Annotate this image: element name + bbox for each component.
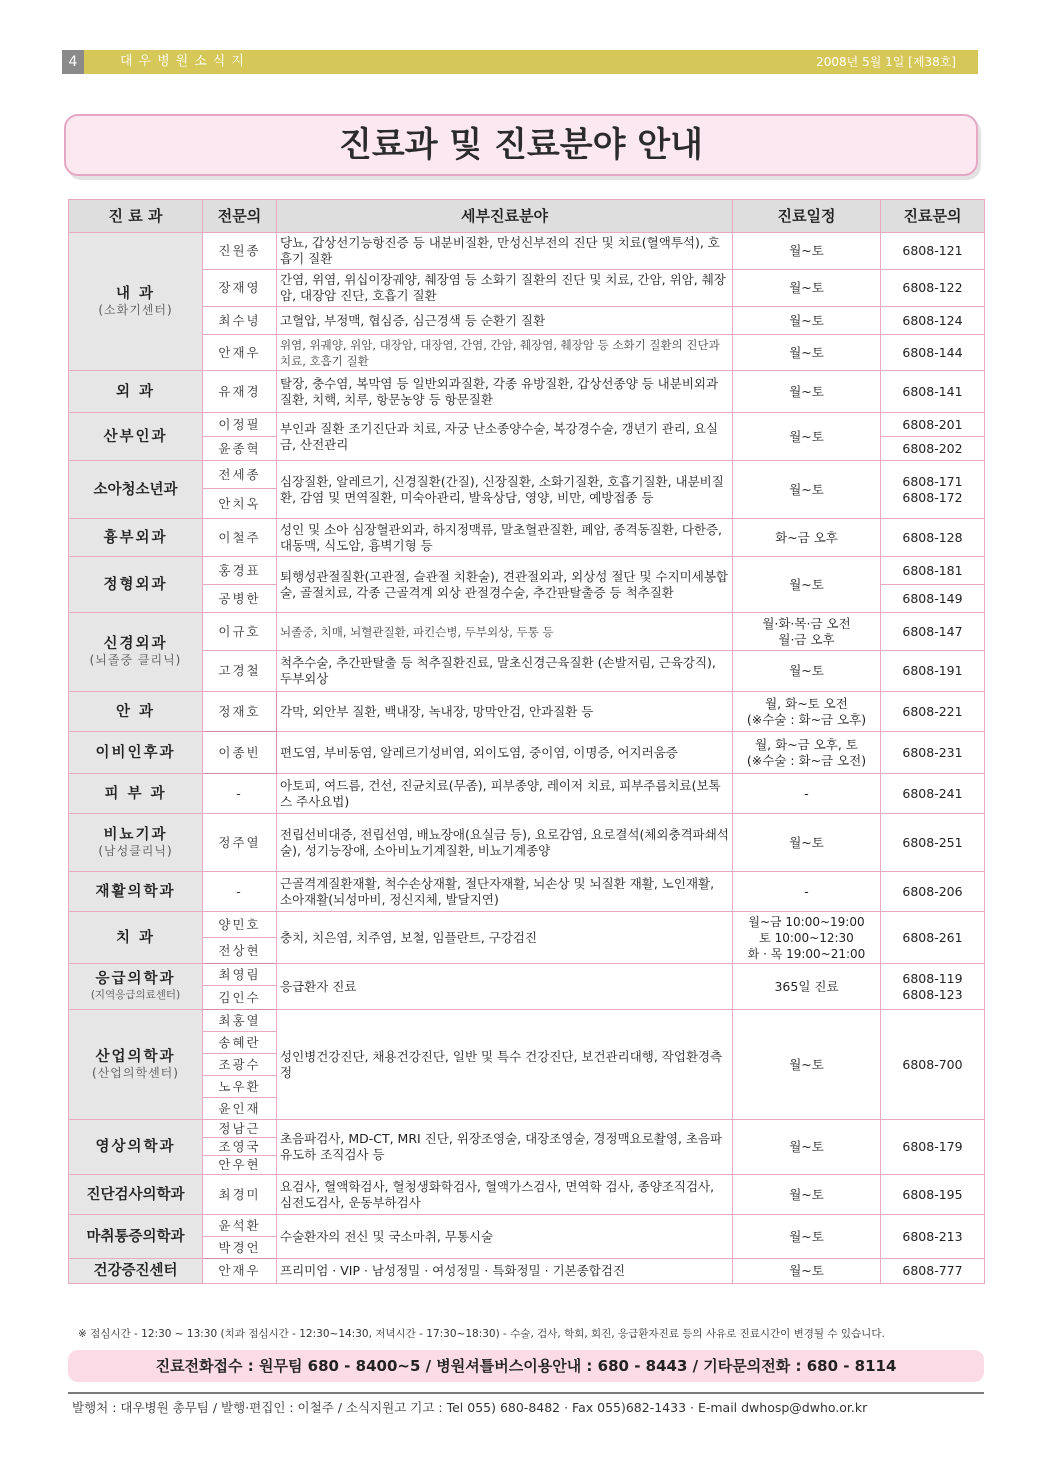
table-header — [69, 200, 985, 233]
schedule-cell: 월~토 — [733, 1215, 881, 1259]
table-row — [69, 1175, 985, 1215]
phone-cell: 6808-121 — [881, 233, 985, 270]
doctor-cell: 안재우 — [203, 335, 277, 371]
dept-cell: 산부인과 — [69, 413, 203, 461]
dept-cell: 응급의학과 (지역응급의료센터) — [69, 964, 203, 1010]
doctor-cell: 박경언 — [203, 1237, 277, 1259]
table-row — [69, 692, 985, 732]
doctor-cell: 노우환 — [203, 1076, 277, 1098]
table-row — [69, 519, 985, 557]
doctor-cell: 이철주 — [203, 519, 277, 557]
schedule-cell: 월~토 — [733, 557, 881, 613]
publication-name: 대우병원소식지 — [120, 54, 250, 69]
phone-cell: 6808-141 — [881, 371, 985, 413]
table-row — [69, 335, 985, 371]
table-row — [69, 557, 985, 585]
phone-cell: 6808-251 — [881, 814, 985, 872]
schedule-cell: 월~토 — [733, 371, 881, 413]
schedule-cell: 월~토 — [733, 1175, 881, 1215]
table-row — [69, 732, 985, 774]
doctor-cell: - — [203, 872, 277, 912]
doctor-cell: 윤인재 — [203, 1098, 277, 1120]
dept-cell: 치 과 — [69, 912, 203, 964]
doctor-cell: - — [203, 774, 277, 814]
schedule-cell: 월, 화~토 오전 (※수술 : 화~금 오후) — [733, 692, 881, 732]
doctor-cell: 안우현 — [203, 1156, 277, 1175]
specialty-cell: 심장질환, 알레르기, 신경질환(간질), 신장질환, 소화기질환, 호흡기질환, 내분비질환, 감염 및 면역질환, 미숙아관리, 발육상담, 영양, 비만, 예방접종 등 — [277, 461, 733, 519]
phone-cell: 6808-171 6808-172 — [881, 461, 985, 519]
phone-cell: 6808-181 — [881, 557, 985, 585]
specialty-cell: 충치, 치은염, 치주염, 보철, 임플란트, 구강검진 — [277, 912, 733, 964]
title-box — [64, 114, 978, 176]
table-row — [69, 1010, 985, 1032]
specialty-cell: 편도염, 부비동염, 알레르기성비염, 외이도염, 중이염, 이명증, 어지러움증 — [277, 732, 733, 774]
table-row — [69, 461, 985, 489]
schedule-cell: 월~토 — [733, 307, 881, 335]
dept-cell: 흉부외과 — [69, 519, 203, 557]
phone-cell: 6808-122 — [881, 270, 985, 307]
phone-cell: 6808-119 6808-123 — [881, 964, 985, 1010]
doctor-cell: 유재경 — [203, 371, 277, 413]
dept-cell: 진단검사의학과 — [69, 1175, 203, 1215]
doctor-cell: 장재영 — [203, 270, 277, 307]
doctor-cell: 최홍열 — [203, 1010, 277, 1032]
specialty-cell: 고혈압, 부정맥, 협심증, 심근경색 등 순환기 질환 — [277, 307, 733, 335]
dept-cell: 외 과 — [69, 371, 203, 413]
specialty-cell: 부인과 질환 조기진단과 치료, 자궁 난소종양수술, 복강경수술, 갱년기 관리, 요실금, 산전관리 — [277, 413, 733, 461]
schedule-cell: 월~토 — [733, 651, 881, 692]
table-row — [69, 651, 985, 692]
publisher-footer: 발행처 : 대우병원 총무팀 / 발행·편집인 : 이철주 / 소식지원고 기고 : Tel 055) 680-8482 · Fax 055)682-1433 · E-mail dwhosp@dwho.or.kr — [72, 1400, 868, 1415]
schedule-cell: 월~토 — [733, 1120, 881, 1175]
doctor-cell: 최경미 — [203, 1175, 277, 1215]
dept-cell: 신경외과 (뇌졸중 클리닉) — [69, 613, 203, 692]
doctor-cell: 최영림 — [203, 964, 277, 986]
table-row — [69, 613, 985, 651]
phone-cell: 6808-191 — [881, 651, 985, 692]
doctor-cell: 홍경표 — [203, 557, 277, 585]
specialty-cell: 탈장, 충수염, 복막염 등 일반외과질환, 각종 유방질환, 갑상선종양 등 내분비외과질환, 치핵, 치루, 항문농양 등 항문질환 — [277, 371, 733, 413]
specialty-cell: 당뇨, 갑상선기능항진증 등 내분비질환, 만성신부전의 진단 및 치료(혈액투석), 호흡기 질환 — [277, 233, 733, 270]
doctor-cell: 조영국 — [203, 1138, 277, 1156]
table-row — [69, 371, 985, 413]
col-header: 진 료 과 — [69, 200, 203, 233]
doctor-cell: 조광수 — [203, 1054, 277, 1076]
specialty-cell: 아토피, 여드름, 건선, 진균치료(무좀), 피부종양, 레이저 치료, 피부주름치료(보톡스 주사요법) — [277, 774, 733, 814]
schedule-cell: 월~토 — [733, 461, 881, 519]
specialty-cell: 근골격계질환재활, 척수손상재활, 절단자재활, 뇌손상 및 뇌질환 재활, 노인재활, 소아재활(뇌성마비, 정신지체, 발달지연) — [277, 872, 733, 912]
table-row — [69, 814, 985, 872]
dept-cell: 내 과 (소화기센터) — [69, 233, 203, 371]
doctor-cell: 진원종 — [203, 233, 277, 270]
phone-cell: 6808-201 — [881, 413, 985, 437]
phone-cell: 6808-124 — [881, 307, 985, 335]
col-header: 세부진료분야 — [277, 200, 733, 233]
schedule-cell: 월~금 10:00~19:00 토 10:00~12:30 화 · 목 19:00~21:00 — [733, 912, 881, 964]
specialty-cell: 성인병건강진단, 채용건강진단, 일반 및 특수 건강진단, 보건관리대행, 작업환경측정 — [277, 1010, 733, 1120]
doctor-cell: 송혜란 — [203, 1032, 277, 1054]
table-row — [69, 413, 985, 437]
doctor-cell: 안치옥 — [203, 489, 277, 519]
dept-cell: 정형외과 — [69, 557, 203, 613]
table-row — [69, 774, 985, 814]
dept-cell: 이비인후과 — [69, 732, 203, 774]
header-bar — [62, 50, 978, 74]
schedule-cell: 월~토 — [733, 270, 881, 307]
contact-bar: 진료전화접수 : 원무팀 680 - 8400~5 / 병원셔틀버스이용안내 : 680 - 8443 / 기타문의전화 : 680 - 8114 — [68, 1350, 984, 1382]
phone-cell: 6808-206 — [881, 872, 985, 912]
lunch-time-note: ※ 점심시간 - 12:30 ~ 13:30 (치과 점심시간 - 12:30~14:30, 저녁시간 - 17:30~18:30) - 수술, 검사, 학회, 회진, 응급환자진료 등의 사유로 진료시간이 변경될 수 있습니다. — [78, 1328, 885, 1340]
table-row — [69, 872, 985, 912]
table-row — [69, 233, 985, 270]
phone-cell: 6808-213 — [881, 1215, 985, 1259]
col-header: 진료문의 — [881, 200, 985, 233]
phone-cell: 6808-149 — [881, 585, 985, 613]
col-header: 진료일정 — [733, 200, 881, 233]
phone-cell: 6808-700 — [881, 1010, 985, 1120]
phone-cell: 6808-144 — [881, 335, 985, 371]
phone-cell: 6808-179 — [881, 1120, 985, 1175]
doctor-cell: 고경철 — [203, 651, 277, 692]
doctor-cell: 최수녕 — [203, 307, 277, 335]
specialty-cell: 초음파검사, MD-CT, MRI 진단, 위장조영술, 대장조영술, 경정맥요로촬영, 초음파유도하 조직검사 등 — [277, 1120, 733, 1175]
table-row — [69, 1259, 985, 1284]
dept-cell: 비뇨기과 (남성클리닉) — [69, 814, 203, 872]
schedule-cell: 월, 화~금 오후, 토 (※수술 : 화~금 오전) — [733, 732, 881, 774]
doctor-cell: 김인수 — [203, 986, 277, 1010]
table-row — [69, 270, 985, 307]
specialty-cell: 수술환자의 전신 및 국소마취, 무통시술 — [277, 1215, 733, 1259]
table-row — [69, 912, 985, 938]
specialty-cell: 요검사, 혈액학검사, 혈청생화학검사, 혈액가스검사, 면역학 검사, 종양조직검사, 심전도검사, 운동부하검사 — [277, 1175, 733, 1215]
dept-cell: 안 과 — [69, 692, 203, 732]
dept-cell: 산업의학과 (산업의학센터) — [69, 1010, 203, 1120]
specialty-cell: 퇴행성관절질환(고관절, 슬관절 치환술), 견관절외과, 외상성 절단 및 수지미세봉합술, 골절치료, 각종 근골격계 외상 관절경수술, 추간판탈출증 등 척추질환 — [277, 557, 733, 613]
dept-cell: 마취통증의학과 — [69, 1215, 203, 1259]
doctor-cell: 이규호 — [203, 613, 277, 651]
dept-cell: 재활의학과 — [69, 872, 203, 912]
issue-date: 2008년 5월 1일 [제38호] — [816, 55, 956, 69]
phone-cell: 6808-777 — [881, 1259, 985, 1284]
dept-cell: 건강증진센터 — [69, 1259, 203, 1284]
doctor-cell: 안재우 — [203, 1259, 277, 1284]
dept-cell: 피 부 과 — [69, 774, 203, 814]
doctor-cell: 이정필 — [203, 413, 277, 437]
phone-cell: 6808-231 — [881, 732, 985, 774]
specialty-cell: 각막, 외안부 질환, 백내장, 녹내장, 망막안검, 안과질환 등 — [277, 692, 733, 732]
specialty-cell: 성인 및 소아 심장혈관외과, 하지정맥류, 말초혈관질환, 폐암, 종격동질환, 다한증, 대동맥, 식도암, 흉벽기형 등 — [277, 519, 733, 557]
doctor-cell: 전상현 — [203, 938, 277, 964]
doctor-cell: 윤종혁 — [203, 437, 277, 461]
schedule-cell: 월~토 — [733, 413, 881, 461]
schedule-cell: 월~토 — [733, 233, 881, 270]
page-title: 진료과 및 진료분야 안내 — [339, 125, 703, 165]
schedule-cell: 월~토 — [733, 814, 881, 872]
doctor-cell: 공병한 — [203, 585, 277, 613]
table-row — [69, 964, 985, 986]
specialty-cell: 전립선비대증, 전립선염, 배뇨장애(요실금 등), 요로감염, 요로결석(체외충격파쇄석술), 성기능장애, 소아비뇨기계질환, 비뇨기계종양 — [277, 814, 733, 872]
phone-cell: 6808-128 — [881, 519, 985, 557]
department-table — [68, 199, 985, 1284]
dept-cell: 소아청소년과 — [69, 461, 203, 519]
table-row — [69, 1215, 985, 1237]
doctor-cell: 전세종 — [203, 461, 277, 489]
dept-cell: 영상의학과 — [69, 1120, 203, 1175]
table-row — [69, 1120, 985, 1138]
schedule-cell: 365일 진료 — [733, 964, 881, 1010]
phone-cell: 6808-202 — [881, 437, 985, 461]
phone-cell: 6808-241 — [881, 774, 985, 814]
schedule-cell: 화~금 오후 — [733, 519, 881, 557]
schedule-cell: - — [733, 872, 881, 912]
phone-cell: 6808-147 — [881, 613, 985, 651]
specialty-cell: 뇌졸중, 치매, 뇌혈관질환, 파킨슨병, 두부외상, 두통 등 — [277, 613, 733, 651]
specialty-cell: 프리미엄 · VIP · 남성정밀 · 여성정밀 · 특화정밀 · 기본종합검진 — [277, 1259, 733, 1284]
table-row — [69, 307, 985, 335]
schedule-cell: 월~토 — [733, 335, 881, 371]
page-number: 4 — [62, 50, 84, 74]
schedule-cell: - — [733, 774, 881, 814]
phone-cell: 6808-261 — [881, 912, 985, 964]
doctor-cell: 정주열 — [203, 814, 277, 872]
doctor-cell: 정남근 — [203, 1120, 277, 1138]
doctor-cell: 정재호 — [203, 692, 277, 732]
doctor-cell: 이종빈 — [203, 732, 277, 774]
doctor-cell: 윤석환 — [203, 1215, 277, 1237]
phone-cell: 6808-221 — [881, 692, 985, 732]
specialty-cell: 응급환자 진료 — [277, 964, 733, 1010]
specialty-cell: 척추수술, 추간판탈출 등 척추질환진료, 말초신경근육질환 (손발저림, 근육강직), 두부외상 — [277, 651, 733, 692]
schedule-cell: 월~토 — [733, 1010, 881, 1120]
col-header: 전문의 — [203, 200, 277, 233]
phone-cell: 6808-195 — [881, 1175, 985, 1215]
schedule-cell: 월~토 — [733, 1259, 881, 1284]
footer-divider — [68, 1392, 984, 1394]
specialty-cell: 간염, 위염, 위십이장궤양, 췌장염 등 소화기 질환의 진단 및 치료, 간암, 위암, 췌장암, 대장암 진단, 호흡기 질환 — [277, 270, 733, 307]
schedule-cell: 월·화·목·금 오전 월·금 오후 — [733, 613, 881, 651]
specialty-cell: 위염, 위궤양, 위암, 대장암, 대장염, 간염, 간암, 췌장염, 췌장암 등 소화기 질환의 진단과 치료, 호흡기 질환 — [277, 335, 733, 371]
doctor-cell: 양민호 — [203, 912, 277, 938]
